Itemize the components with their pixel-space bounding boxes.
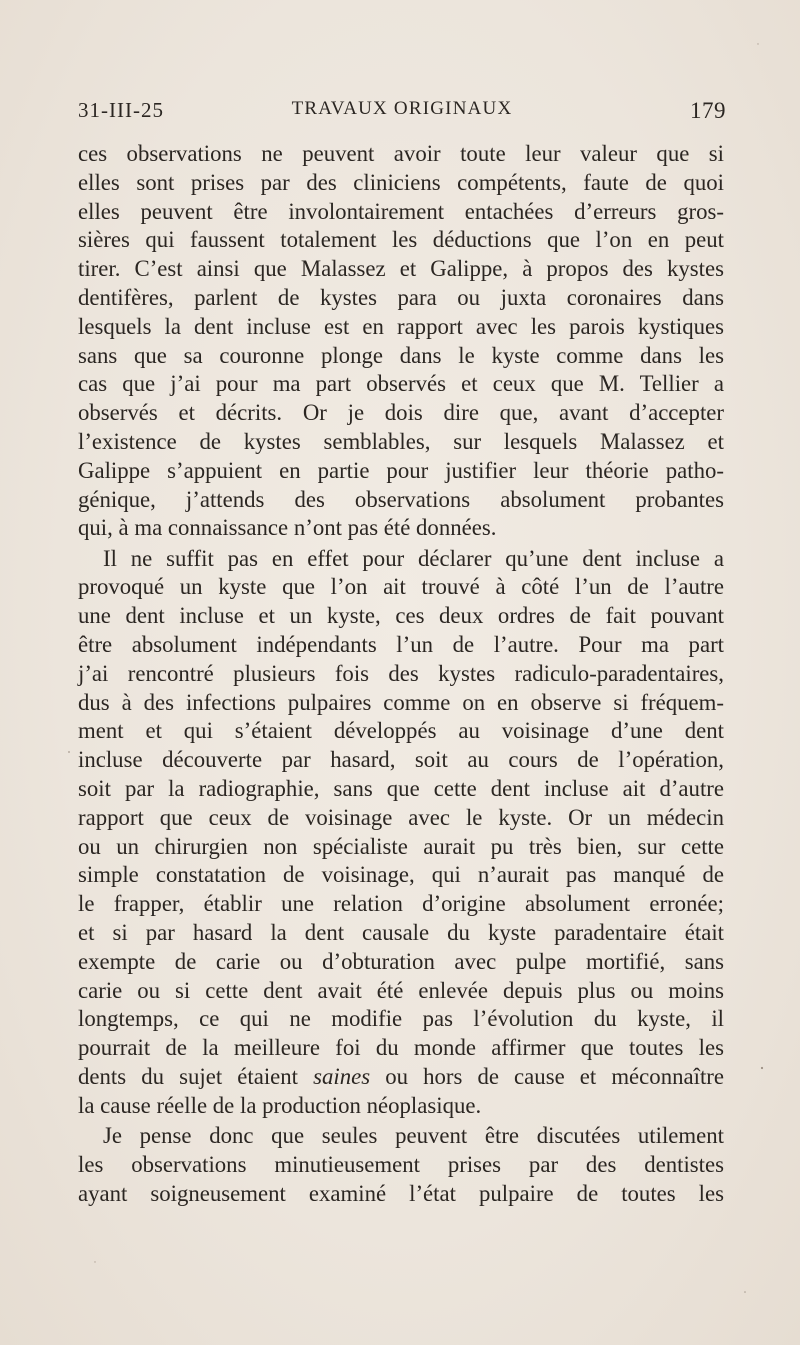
text-line: dents du sujet étaient saines ou hors de cause et méconnaître bbox=[78, 1064, 724, 1089]
text-line: rapport que ceux de voisinage avec le kyste. Or un médecin bbox=[78, 804, 724, 830]
text-line: exempte de carie ou d’obturation avec pulpe mortifié, sans bbox=[78, 948, 724, 974]
text-line: tirer. C’est ainsi que Malassez et Galippe, à propos des kystes bbox=[78, 256, 724, 282]
text-line: l’existence de kystes semblables, sur lesquels Malassez et bbox=[78, 428, 724, 454]
text-line: le frapper, établir une relation d’origine absolument erronée; bbox=[78, 891, 724, 917]
text-line: longtemps, ce qui ne modifie pas l’évolution du kyste, il bbox=[78, 1006, 724, 1032]
paragraph bbox=[78, 140, 724, 543]
header-section-title: TRAVAUX ORIGINAUX bbox=[291, 98, 513, 119]
text-line: ment et qui s’étaient développés au voisinage d’une dent bbox=[78, 718, 724, 744]
page-number: 179 bbox=[690, 98, 726, 123]
text-line: cas que j’ai pour ma part observés et ceux que M. Tellier a bbox=[78, 371, 724, 397]
text-line: et si par hasard la dent causale du kyste paradentaire était bbox=[78, 920, 724, 946]
text-line: carie ou si cette dent avait été enlevée depuis plus ou moins bbox=[78, 977, 724, 1003]
text-line: ou un chirurgien non spécialiste aurait pu très bien, sur cette bbox=[78, 833, 724, 859]
paragraph bbox=[78, 545, 724, 1121]
text-line: les observations minutieusement prises par des dentistes bbox=[78, 1151, 724, 1177]
text-line: Je pense donc que seules peuvent être discutées utilement bbox=[103, 1123, 724, 1149]
body-text bbox=[78, 140, 724, 1208]
text-line: sans que sa couronne plonge dans le kyste comme dans les bbox=[78, 342, 724, 368]
text-line: soit par la radiographie, sans que cette dent incluse ait d’autre bbox=[78, 776, 724, 802]
text-line: qui, à ma connaissance n’ont pas été données. bbox=[78, 515, 497, 541]
text-line: dus à des infections pulpaires comme on en observe si fréquem- bbox=[78, 689, 724, 715]
text-line: une dent incluse et un kyste, ces deux ordres de fait pouvant bbox=[78, 603, 724, 629]
text-line: incluse découverte par hasard, soit au cours de l’opération, bbox=[78, 747, 724, 773]
text-line: elles peuvent être involontairement entachées d’erreurs gros- bbox=[78, 198, 724, 224]
running-header bbox=[78, 98, 726, 134]
text-line: ayant soigneusement examiné l’état pulpaire de toutes les bbox=[78, 1180, 724, 1206]
text-line: observés et décrits. Or je dois dire que, avant d’accepter bbox=[78, 400, 724, 426]
text-line: Il ne suffit pas en effet pour déclarer qu’une dent incluse a bbox=[103, 545, 724, 571]
text-line: pourrait de la meilleure foi du monde affirmer que toutes les bbox=[78, 1035, 724, 1061]
text-line: ces observations ne peuvent avoir toute leur valeur que si bbox=[78, 141, 724, 166]
text-line: provoqué un kyste que l’on ait trouvé à côté l’un de l’autre bbox=[78, 574, 724, 600]
text-line: j’ai rencontré plusieurs fois des kystes radiculo-paradentaires, bbox=[78, 660, 724, 686]
text-line: elles sont prises par des cliniciens compétents, faute de quoi bbox=[78, 169, 724, 195]
text-line: lesquels la dent incluse est en rapport avec les parois kystiques bbox=[78, 313, 724, 339]
emphasis: saines bbox=[313, 1064, 371, 1089]
text-line: simple constatation de voisinage, qui n’aurait pas manqué de bbox=[78, 862, 724, 888]
text-line: sières qui faussent totalement les déductions que l’on en peut bbox=[78, 227, 724, 253]
header-date: 31-III-25 bbox=[78, 98, 164, 122]
text-line: dentifères, parlent de kystes para ou juxta coronaires dans bbox=[78, 284, 724, 310]
text-line: génique, j’attends des observations absolument probantes bbox=[78, 486, 724, 512]
text-line: être absolument indépendants l’un de l’autre. Pour ma part bbox=[78, 632, 724, 658]
paragraph bbox=[78, 1122, 724, 1208]
text-line: la cause réelle de la production néoplasique. bbox=[78, 1092, 482, 1118]
text-line: Galippe s’appuient en partie pour justifier leur théorie patho- bbox=[78, 457, 724, 483]
